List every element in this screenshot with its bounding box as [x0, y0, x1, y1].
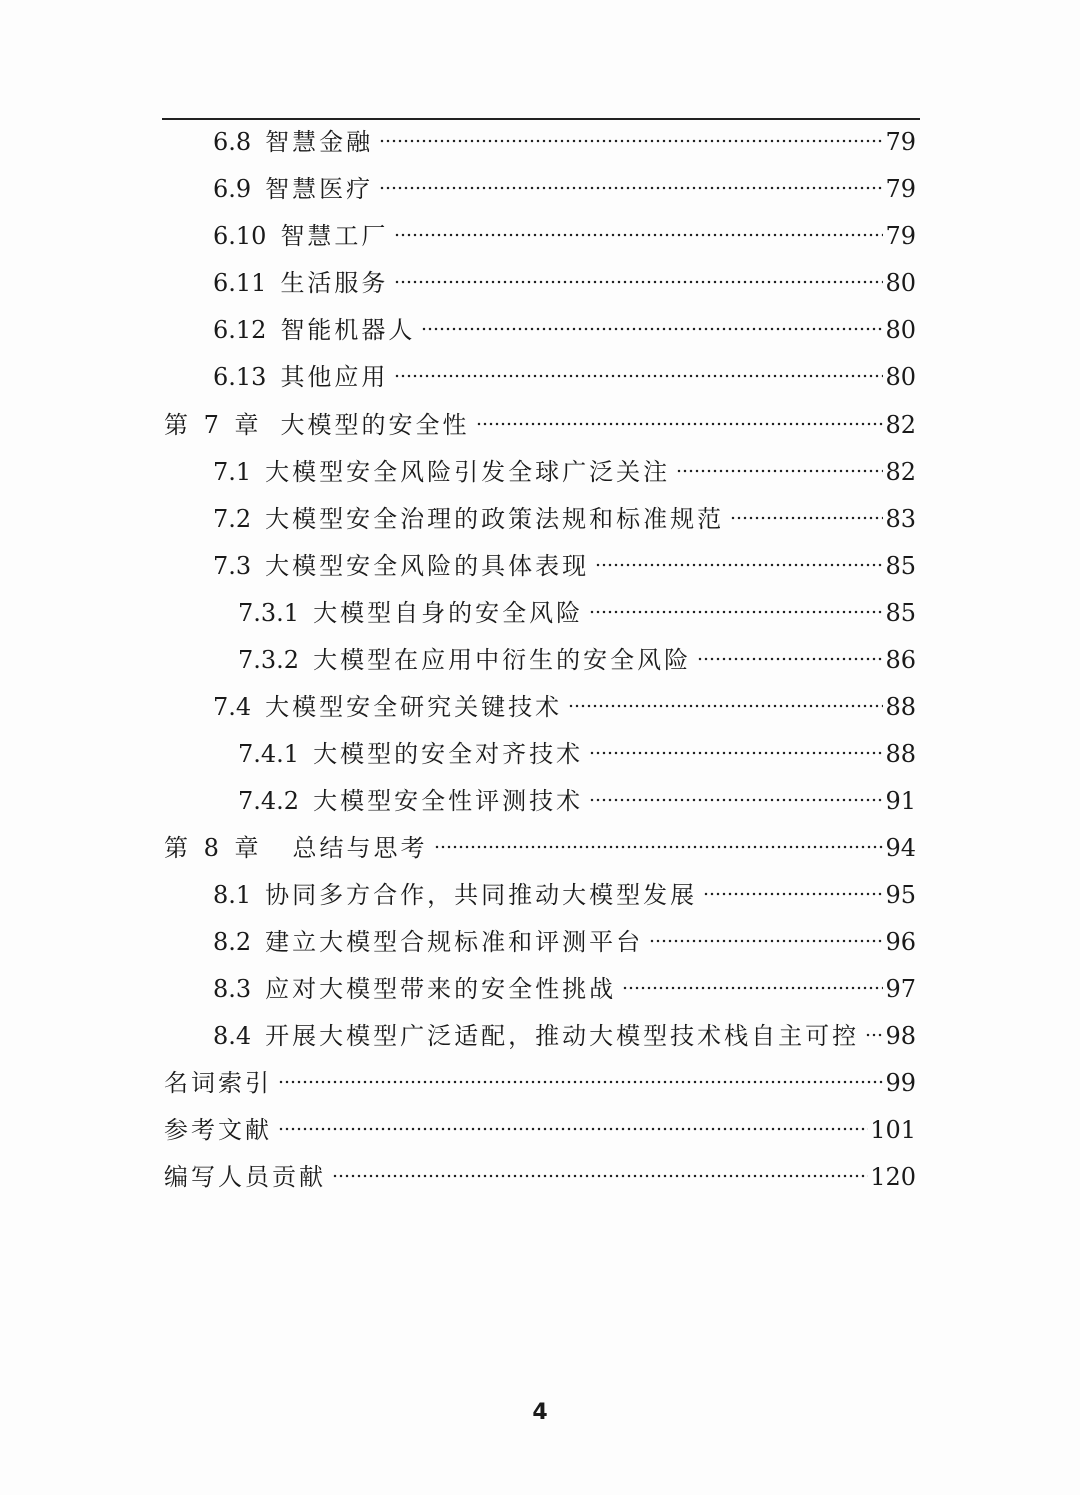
toc-page-number: 85 [885, 599, 916, 627]
toc-title: 大模型安全风险的具体表现 [265, 552, 590, 580]
toc-entry-7-1[interactable] [213, 452, 916, 492]
toc-number: 7.2 [213, 505, 252, 533]
toc-page-number: 101 [870, 1116, 916, 1144]
toc-title: 建立大模型合规标准和评测平台 [265, 928, 644, 956]
toc-title: 协同多方合作，共同推动大模型发展 [265, 881, 698, 909]
toc-number: 7.3 [213, 552, 252, 580]
toc-number: 6.10 [213, 222, 267, 250]
toc-chapter-number: 第 7 章 [164, 411, 263, 439]
dot-leader [394, 232, 883, 238]
toc-entry-6-8[interactable] [213, 122, 916, 162]
toc-number: 7.3.1 [238, 599, 300, 627]
toc-entry-7-3-2[interactable] [238, 640, 916, 680]
toc-page-number: 79 [885, 175, 916, 203]
toc-page-number: 88 [885, 740, 916, 768]
toc-title: 大模型在应用中衍生的安全风险 [313, 646, 692, 674]
toc-title: 参考文献 [164, 1116, 272, 1144]
toc-number: 6.12 [213, 316, 267, 344]
dot-leader [730, 515, 883, 521]
toc-title: 开展大模型广泛适配，推动大模型技术栈自主可控 [265, 1022, 860, 1050]
toc-entry-7-4-2[interactable] [238, 781, 916, 821]
toc-entry-references[interactable] [164, 1110, 916, 1150]
toc-page-number: 99 [885, 1069, 916, 1097]
dot-leader [676, 468, 883, 474]
toc-page-number: 79 [885, 222, 916, 250]
toc-entry-6-12[interactable] [213, 310, 916, 350]
toc-title: 大模型安全治理的政策法规和标准规范 [265, 505, 725, 533]
toc-entry-7-3-1[interactable] [238, 593, 916, 633]
dot-leader [697, 656, 883, 662]
toc-page-number: 80 [885, 363, 916, 391]
dot-leader [649, 938, 883, 944]
toc-entry-glossary[interactable] [164, 1063, 916, 1103]
toc-title: 智慧医疗 [265, 175, 374, 203]
toc-entry-6-13[interactable] [213, 357, 916, 397]
toc-page-number: 96 [885, 928, 916, 956]
toc-page-number: 82 [885, 458, 916, 486]
toc-page-number: 86 [885, 646, 916, 674]
toc-title: 名词索引 [164, 1069, 272, 1097]
toc-number: 8.4 [213, 1022, 252, 1050]
toc-page-number: 98 [885, 1022, 916, 1050]
dot-leader [332, 1173, 868, 1179]
toc-number: 6.9 [213, 175, 252, 203]
toc-page-number: 88 [885, 693, 916, 721]
toc-entry-6-9[interactable] [213, 169, 916, 209]
dot-leader [589, 797, 883, 803]
dot-leader [434, 844, 884, 850]
toc-number: 8.1 [213, 881, 252, 909]
dot-leader [622, 985, 883, 991]
toc-number: 7.3.2 [238, 646, 300, 674]
toc-title: 其他应用 [280, 363, 389, 391]
toc-page-number: 95 [885, 881, 916, 909]
toc-entry-chapter-7[interactable] [164, 405, 916, 445]
toc-title: 总结与思考 [292, 834, 428, 862]
header-rule [162, 118, 920, 120]
toc-number: 7.4.1 [238, 740, 300, 768]
dot-leader [278, 1079, 883, 1085]
toc-page-number: 83 [885, 505, 916, 533]
toc-title: 大模型安全性评测技术 [313, 787, 584, 815]
toc-page-number: 82 [885, 411, 916, 439]
toc-entry-6-11[interactable] [213, 263, 916, 303]
toc-title: 编写人员贡献 [164, 1163, 326, 1191]
toc-entry-chapter-8[interactable] [164, 828, 916, 868]
dot-leader [379, 138, 883, 144]
dot-leader [595, 562, 883, 568]
toc-page-number: 94 [885, 834, 916, 862]
toc-entry-contributors[interactable] [164, 1157, 916, 1197]
toc-title: 大模型安全风险引发全球广泛关注 [265, 458, 671, 486]
toc-page-number: 79 [885, 128, 916, 156]
dot-leader [568, 703, 883, 709]
toc-page-number: 80 [885, 316, 916, 344]
dot-leader [278, 1126, 868, 1132]
toc-page-number: 85 [885, 552, 916, 580]
dot-leader [589, 609, 883, 615]
toc-number: 6.11 [213, 269, 267, 297]
toc-title: 应对大模型带来的安全性挑战 [265, 975, 617, 1003]
toc-number: 7.4.2 [238, 787, 300, 815]
toc-page-number: 91 [885, 787, 916, 815]
toc-title: 大模型的安全性 [280, 411, 470, 439]
toc-entry-8-1[interactable] [213, 875, 916, 915]
toc-entry-7-4[interactable] [213, 687, 916, 727]
toc-entry-7-4-1[interactable] [238, 734, 916, 774]
toc-number: 6.8 [213, 128, 252, 156]
page-number: 4 [532, 1400, 548, 1425]
toc-page-number: 80 [885, 269, 916, 297]
dot-leader [703, 891, 883, 897]
dot-leader [589, 750, 883, 756]
dot-leader [865, 1032, 883, 1038]
toc-title: 生活服务 [280, 269, 389, 297]
dot-leader [379, 185, 883, 191]
dot-leader [476, 421, 884, 427]
toc-entry-8-3[interactable] [213, 969, 916, 1009]
dot-leader [421, 326, 883, 332]
toc-entry-8-2[interactable] [213, 922, 916, 962]
toc-title: 大模型自身的安全风险 [313, 599, 584, 627]
dot-leader [394, 373, 883, 379]
toc-page-number: 97 [885, 975, 916, 1003]
dot-leader [394, 279, 883, 285]
toc-number: 7.1 [213, 458, 252, 486]
toc-title: 智能机器人 [280, 316, 416, 344]
toc-entry-7-3[interactable] [213, 546, 916, 586]
toc-page-number: 120 [870, 1163, 916, 1191]
toc-number: 7.4 [213, 693, 252, 721]
toc-entry-6-10[interactable] [213, 216, 916, 256]
toc-chapter-number: 第 8 章 [164, 834, 263, 862]
toc-number: 8.3 [213, 975, 252, 1003]
toc-entry-8-4[interactable] [213, 1016, 916, 1056]
toc-title: 智慧金融 [265, 128, 374, 156]
toc-title: 智慧工厂 [280, 222, 389, 250]
toc-title: 大模型的安全对齐技术 [313, 740, 584, 768]
toc-number: 6.13 [213, 363, 267, 391]
toc-entry-7-2[interactable] [213, 499, 916, 539]
toc-number: 8.2 [213, 928, 252, 956]
toc-title: 大模型安全研究关键技术 [265, 693, 563, 721]
